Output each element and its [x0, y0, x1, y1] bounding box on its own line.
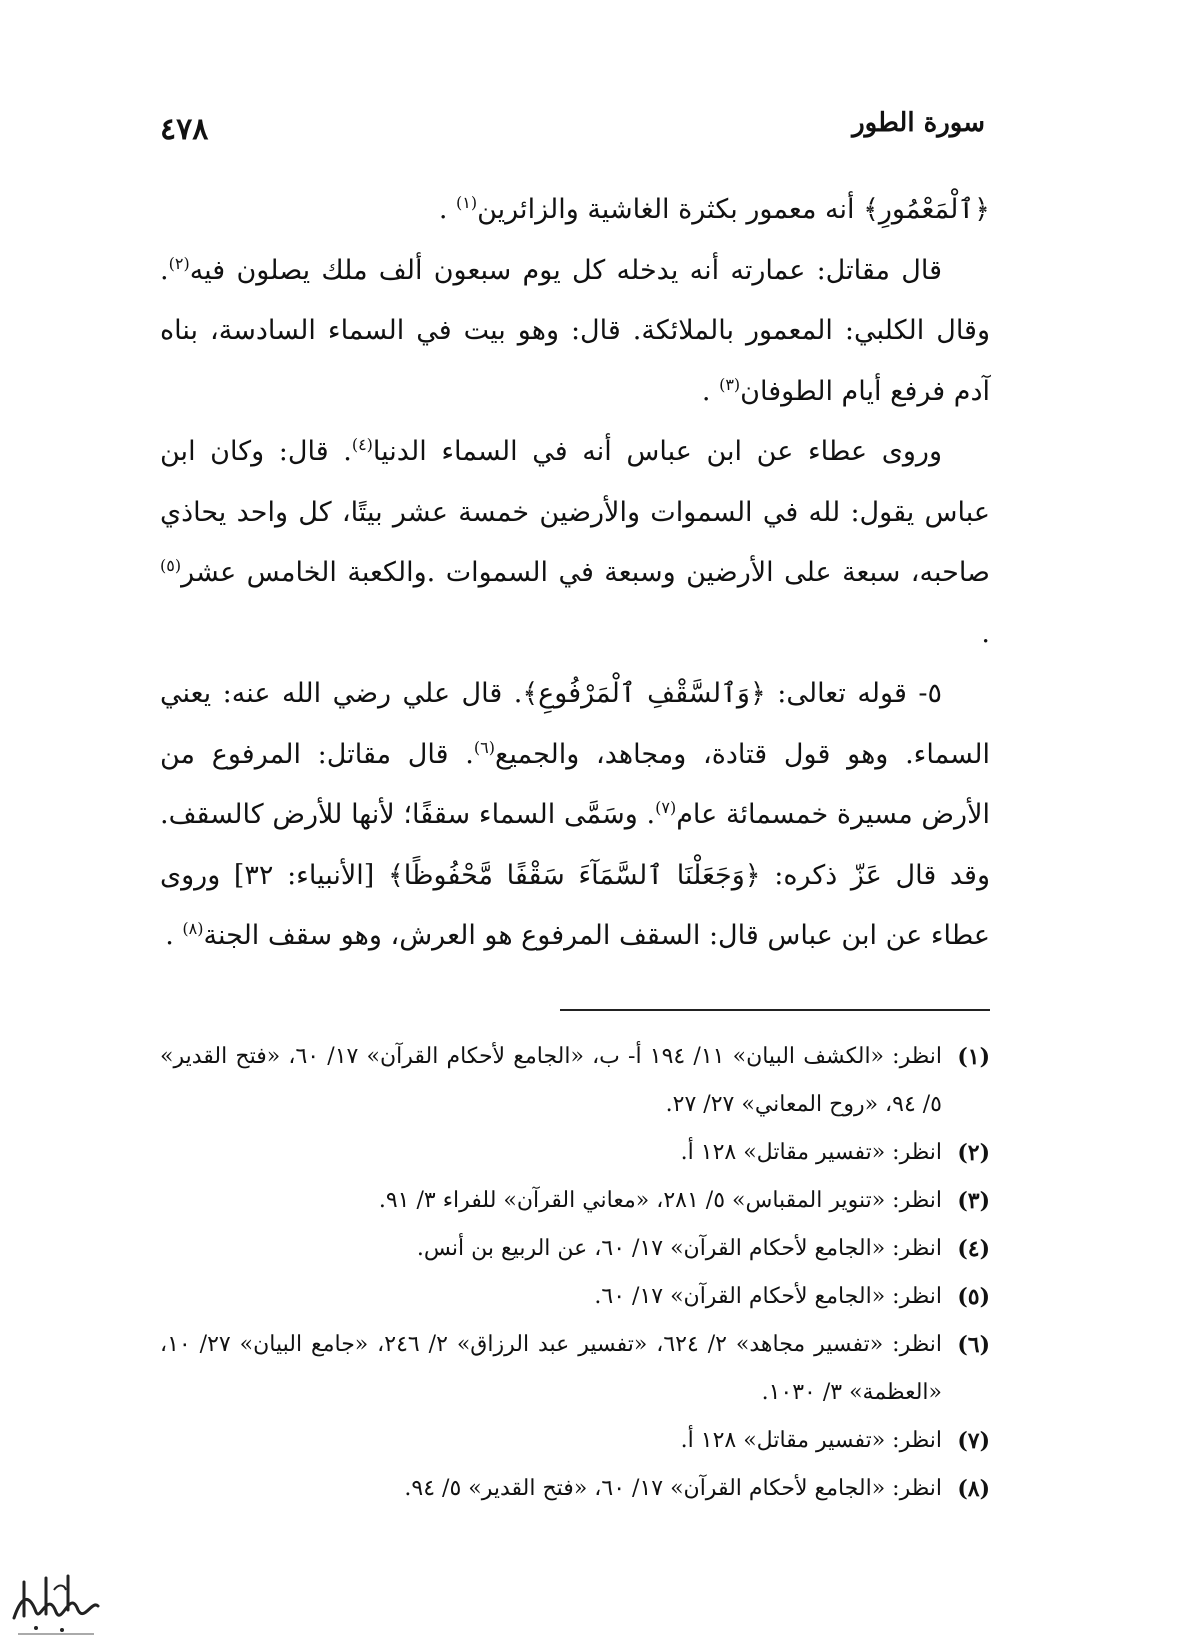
footnote-item	[160, 1321, 990, 1417]
calligraphy-logo-icon	[6, 1560, 106, 1640]
quran-verse: ﴿وَجَعَلْنَا ٱلسَّمَآءَ سَقْفًا مَّحْفُوظًا﴾	[387, 859, 761, 891]
footnote-text: انظر: «الجامع لأحكام القرآن» ١٧/ ٦٠، عن الربيع بن أنس.	[416, 1236, 942, 1261]
surah-title: سورة الطور	[852, 108, 985, 138]
footnote-number: (٢)	[957, 1140, 990, 1166]
footnote-ref[interactable]: (٧)	[655, 798, 677, 817]
paragraph-text: وروى عطاء عن ابن عباس أنه في السماء الدنيا	[372, 436, 942, 467]
footnote-ref[interactable]: (٣)	[719, 374, 741, 394]
footnote-text: انظر: «الكشف البيان» ١١/ ١٩٤ أ- ب، «الجامع لأحكام القرآن» ١٧/ ٦٠، «فتح القدير» ٥/ ٩٤، «روح المعاني» ٢٧/ ٢٧.	[160, 1044, 943, 1117]
footnote-text: انظر: «تفسير مقاتل» ١٢٨ أ.	[680, 1428, 942, 1453]
footnote-ref[interactable]: (٢)	[168, 253, 190, 273]
footnote-text: انظر: «الجامع لأحكام القرآن» ١٧/ ٦٠.	[594, 1284, 942, 1309]
footnote-text: انظر: «تفسير مجاهد» ٢/ ٦٢٤، «تفسير عبد الرزاق» ٢/ ٢٤٦، «جامع البيان» ٢٧/ ١٠، «العظمة» ٣/ ١٠٣٠.	[160, 1332, 943, 1405]
footnote-number: (٦)	[957, 1332, 990, 1358]
calligraphy-logo-icon	[6, 1560, 106, 1640]
quran-verse: ﴿وَٱلسَّقْفِ ٱلْمَرْفُوعِ﴾	[522, 678, 766, 709]
paragraph-text: . قال علي رضي الله عنه: يعني السماء. وهو قول قتادة، ومجاهد، والجميع	[160, 678, 990, 770]
footnote-item	[160, 1177, 990, 1225]
footnote-text: انظر: «تنوير المقباس» ٥/ ٢٨١، «معاني القرآن» للفراء ٣/ ٩١.	[378, 1188, 942, 1213]
paragraph-text: . قال: وكان ابن عباس يقول: لله في السموات والأرضين خمسة عشر بيتًا، كل واحد يحاذي صاحبه، سبعة على الأرضين وسبعة في السموات .والكعبة الخامس عشر	[160, 436, 990, 588]
paragraph-end: .	[701, 375, 720, 407]
page-number: ٤٧٨	[160, 112, 209, 147]
paragraph-text: قال مقاتل: عمارته أنه يدخله كل يوم سبعون ألف ملك يصلون فيه	[189, 254, 942, 286]
footnote-number: (٧)	[957, 1428, 990, 1454]
footnote-item	[160, 1417, 990, 1465]
paragraph-4	[160, 664, 990, 967]
footnote-divider	[560, 1009, 990, 1011]
footnote-number: (٨)	[957, 1476, 990, 1502]
footnote-ref[interactable]: (٤)	[351, 435, 373, 454]
footnotes-list	[160, 1033, 990, 1513]
paragraph-end: .	[981, 617, 990, 649]
footnote-number: (٤)	[957, 1236, 990, 1262]
footnote-number: (٣)	[957, 1188, 990, 1214]
footnote-item	[160, 1129, 990, 1177]
footnote-ref[interactable]: (٦)	[473, 737, 495, 757]
footnote-text: انظر: «الجامع لأحكام القرآن» ١٧/ ٦٠، «فتح القدير» ٥/ ٩٤.	[404, 1476, 942, 1501]
paragraph-end: .	[438, 194, 456, 225]
paragraph-text: . قال مقاتل: المرفوع من الأرض مسيرة خمسمائة عام	[160, 738, 990, 830]
paragraph-text: أنه معمور بكثرة الغاشية والزائرين	[477, 194, 864, 225]
paragraph-text: [الأنبياء: ٣٢] وروى عطاء عن ابن عباس قال: السقف المرفوع هو العرش، وهو سقف الجنة	[160, 859, 990, 951]
footnote-ref[interactable]: (١)	[456, 193, 478, 212]
footnote-ref[interactable]: (٥)	[160, 556, 182, 575]
paragraph-text: . وقال الكلبي: المعمور بالملائكة. قال: وهو بيت في السماء السادسة، بناه آدم فرفع أيام الطوفان	[160, 254, 990, 407]
main-text	[160, 180, 990, 967]
paragraph-end: .	[165, 920, 183, 951]
paragraph-text: ٥- قوله تعالى:	[765, 678, 942, 709]
paragraph-2	[160, 241, 990, 423]
footnote-number: (١)	[957, 1044, 990, 1070]
quran-verse: ﴿ٱلْمَعْمُورِ﴾	[863, 194, 990, 225]
footnote-item	[160, 1033, 990, 1129]
footnote-item	[160, 1273, 990, 1321]
footnote-text: انظر: «تفسير مقاتل» ١٢٨ أ.	[680, 1140, 942, 1165]
page-header	[160, 108, 985, 158]
footnote-item	[160, 1465, 990, 1513]
footnote-number: (٥)	[957, 1284, 990, 1310]
footnote-item	[160, 1225, 990, 1273]
paragraph-text: . وسَمَّى السماء سقفًا؛ لأنها للأرض كالسقف. وقد قال عَزّ ذكره:	[160, 799, 990, 891]
paragraph-1	[160, 180, 990, 241]
paragraph-3	[160, 422, 990, 664]
footnote-ref[interactable]: (٨)	[182, 919, 204, 938]
